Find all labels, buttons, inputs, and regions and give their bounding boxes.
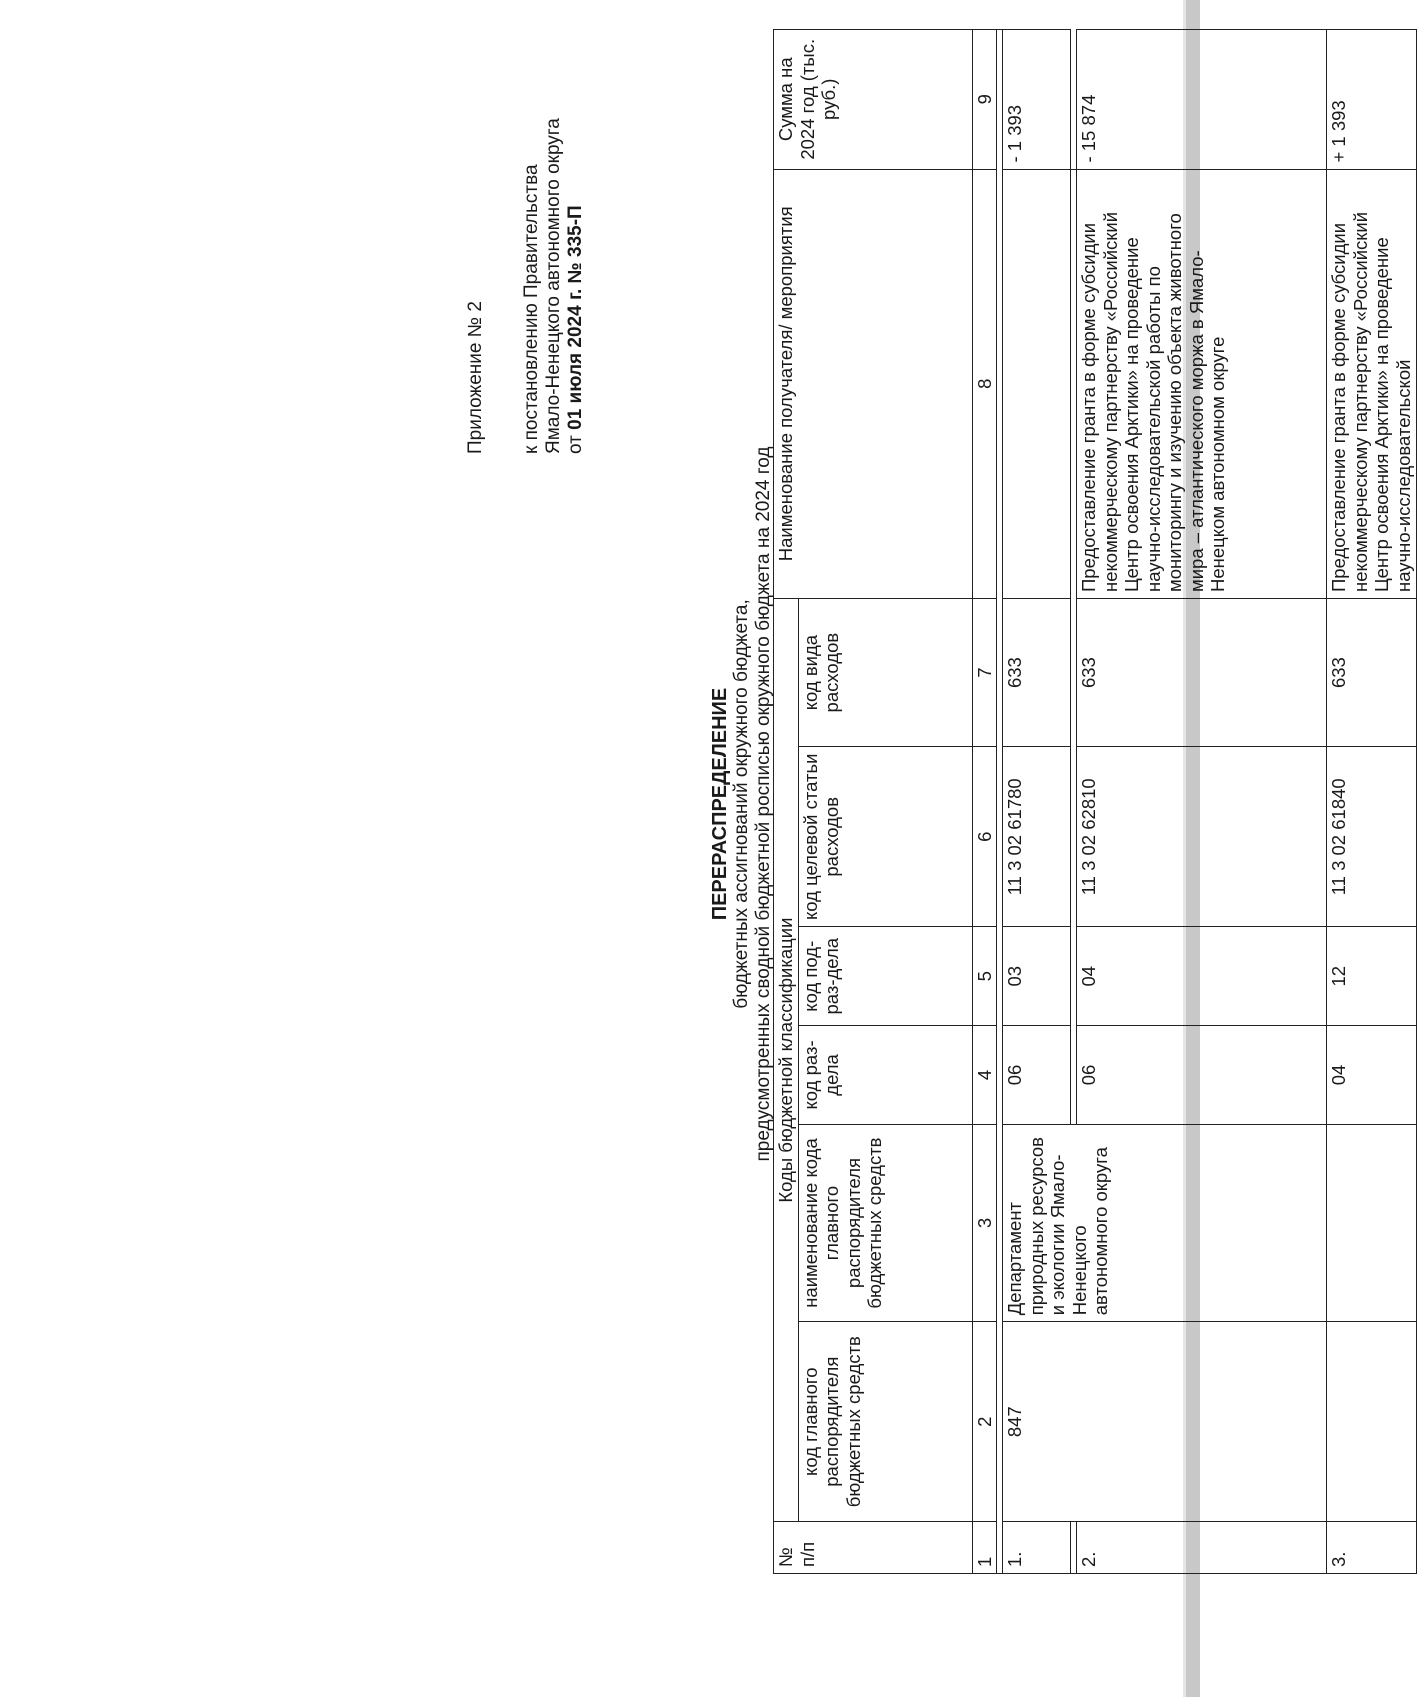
table-row <box>1327 30 1417 1574</box>
document-subtitle-1: бюджетных ассигнований окружного бюджета, <box>731 599 752 1009</box>
col-number-1: 1 <box>972 1522 997 1574</box>
row3-gr-name <box>1327 1124 1417 1321</box>
header-row-1 <box>774 30 799 1574</box>
header-gr-code: код главного распорядителя бюджетных средств <box>798 1322 972 1522</box>
appendix-title: Приложение № 2 <box>465 301 486 454</box>
column-number-row <box>972 30 997 1574</box>
row2-vid: 633 <box>1077 599 1327 747</box>
row1-gr-name: Департамент природных ресурсов и экологии Ямало-Ненецкого автономного округа <box>1003 1124 1327 1321</box>
row3-gr-code <box>1327 1322 1417 1522</box>
col-number-9: 9 <box>972 30 997 170</box>
appendix-date-prefix: от <box>565 435 586 454</box>
appendix-line-2: Ямало-Ненецкого автономного округа <box>543 118 564 454</box>
row1-gr-code: 847 <box>1003 1322 1327 1522</box>
appendix-block <box>465 24 587 454</box>
col-number-7: 7 <box>972 599 997 747</box>
document-title: ПЕРЕРАСПРЕДЕЛЕНИЕ <box>709 687 731 921</box>
header-vid: код вида расходов <box>798 599 972 747</box>
row3-vid: 633 <box>1327 599 1417 747</box>
document-heading <box>709 394 775 1214</box>
header-group: Коды бюджетной классификации <box>774 599 799 1522</box>
appendix-line-1: к постановлению Правительства <box>521 164 542 454</box>
header-target: код целевой статьи расходов <box>798 747 972 927</box>
appendix-date <box>565 24 587 454</box>
header-podrazdel: код под-раз-дела <box>798 927 972 1026</box>
row3-sum: + 1 393 <box>1327 30 1417 170</box>
header-gr-name: наименование кода главного распорядителя бюджетных средств <box>798 1124 972 1321</box>
col-number-5: 5 <box>972 927 997 1026</box>
row1-razdel: 06 <box>1003 1026 1071 1125</box>
row1-num: 1. <box>1003 1522 1071 1574</box>
header-razdel: код раз-дела <box>798 1026 972 1125</box>
header-recipient: Наименование получателя/ мероприятия <box>774 169 973 598</box>
row3-razdel: 04 <box>1327 1026 1417 1125</box>
row2-sum: - 15 874 <box>1077 30 1327 170</box>
rotated-page <box>465 14 1414 1574</box>
row1-vid: 633 <box>1003 599 1071 747</box>
row2-num: 2. <box>1077 1522 1327 1574</box>
col-number-6: 6 <box>972 747 997 927</box>
row2-target: 11 3 02 62810 <box>1077 747 1327 927</box>
col-number-2: 2 <box>972 1322 997 1522</box>
row2-razdel: 06 <box>1077 1026 1327 1125</box>
row3-target: 11 3 02 61840 <box>1327 747 1417 927</box>
row1-podrazdel: 03 <box>1003 927 1071 1026</box>
row1-recipient <box>1003 169 1071 598</box>
row2-podrazdel: 04 <box>1077 927 1327 1026</box>
row1-target: 11 3 02 61780 <box>1003 747 1071 927</box>
col-number-3: 3 <box>972 1124 997 1321</box>
table-row <box>1003 30 1071 1574</box>
col-number-4: 4 <box>972 1026 997 1125</box>
row1-sum: - 1 393 <box>1003 30 1071 170</box>
appendix-date-bold: 01 июля 2024 г. № 335-П <box>565 205 586 430</box>
document-subtitle-2: предусмотренных сводной бюджетной росписью окружного бюджета на 2024 год <box>753 446 774 1162</box>
header-num: № п/п <box>774 1522 973 1574</box>
row2-recipient: Предоставление гранта в форме субсидии некоммерческому партнерству «Российский Центр освоения Арктики» на проведение научно-исследовательской работы по мониторингу и изучению объекта животного мира – атлантического моржа в Ямало-Ненецком автономном округе <box>1077 169 1327 598</box>
budget-table <box>773 29 1417 1574</box>
row3-podrazdel: 12 <box>1327 927 1417 1026</box>
col-number-8: 8 <box>972 169 997 598</box>
row3-recipient: Предоставление гранта в форме субсидии некоммерческому партнерству «Российский Центр освоения Арктики» на проведение научно-исследовательской <box>1327 169 1417 598</box>
row3-num: 3. <box>1327 1522 1417 1574</box>
header-sum: Сумма на 2024 год (тыс. руб.) <box>774 30 973 170</box>
